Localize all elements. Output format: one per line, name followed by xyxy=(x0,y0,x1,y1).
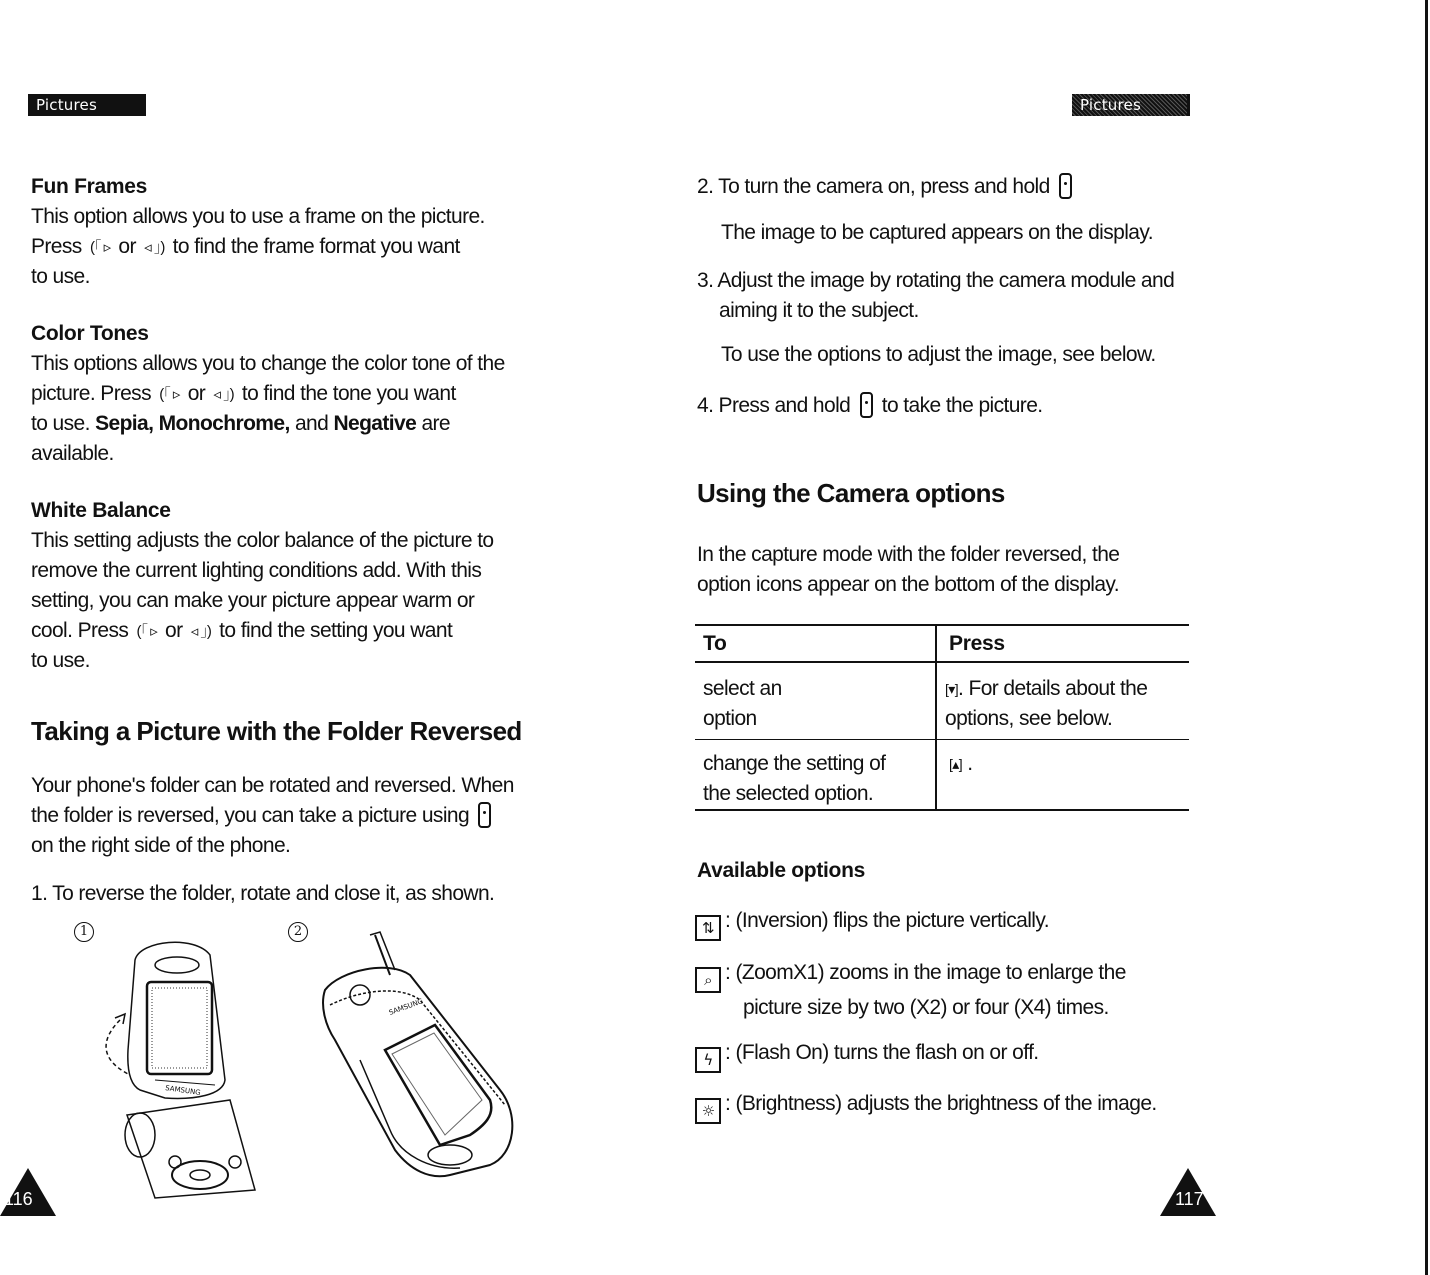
page-number-right: 117 xyxy=(1175,1189,1204,1209)
table-bottom-rule xyxy=(695,809,1189,811)
left-nav-key-icon: (「 ▹ xyxy=(89,238,111,256)
flash-icon: ϟ xyxy=(695,1047,721,1073)
table-cell-press: [▾]. For details about the options, see below. xyxy=(945,677,1148,730)
color-tones-section xyxy=(31,319,551,469)
figure-marker-1: 1 xyxy=(74,922,94,942)
volume-up-key-icon: [▴] xyxy=(949,756,963,773)
option-zoom: ⌕ : (ZoomX1) zooms in the image to enlarge the picture size by two (X2) or four (X4) times. xyxy=(695,958,1126,1023)
phone-closed-illustration xyxy=(300,930,530,1180)
white-balance-line: setting, you can make your picture appear warm or xyxy=(31,589,475,612)
white-balance-line: cool. Press (「 ▹ or ◃ 」) to find the setting you want xyxy=(31,619,453,642)
volume-down-key-icon: [▾] xyxy=(945,681,959,698)
camera-side-key-icon xyxy=(1059,173,1072,199)
fun-frames-line: This option allows you to use a frame on the picture. xyxy=(31,205,485,228)
right-nav-key-icon: ◃ 」) xyxy=(144,238,165,256)
table-header-rule xyxy=(695,661,1189,663)
svg-text:SAMSUNG: SAMSUNG xyxy=(164,1084,202,1097)
table-cell-to: change the setting of the selected option. xyxy=(703,752,886,805)
table-header-press: Press xyxy=(949,632,1005,655)
svg-text:SAMSUNG: SAMSUNG xyxy=(387,997,425,1017)
folder-reversed-heading: Taking a Picture with the Folder Reversed xyxy=(31,716,522,746)
white-balance-line: remove the current lighting conditions add. With this xyxy=(31,559,482,582)
page-number-left: 116 xyxy=(4,1189,33,1209)
white-balance-title: White Balance xyxy=(31,499,171,522)
available-options-heading: Available options xyxy=(697,859,865,882)
white-balance-section xyxy=(31,496,551,676)
color-tones-line: picture. Press (「 ▹ or ◃ 」) to find the tone you want xyxy=(31,382,456,405)
step-2: 2. To turn the camera on, press and hold xyxy=(697,172,1076,202)
fun-frames-section xyxy=(31,172,551,292)
table-row-rule xyxy=(695,739,1189,740)
right-nav-key-icon: ◃ 」) xyxy=(213,385,234,403)
zoom-icon: ⌕ xyxy=(695,967,721,993)
camera-options-heading: Using the Camera options xyxy=(697,478,1005,508)
figure-marker-2: 2 xyxy=(288,922,308,942)
section-tab-right: Pictures xyxy=(1072,94,1187,116)
phone-open-illustration xyxy=(95,930,275,1200)
camera-side-key-icon xyxy=(478,802,491,828)
left-nav-key-icon: (「 ▹ xyxy=(136,622,157,640)
table-column-rule xyxy=(935,624,937,811)
color-tones-line: to use. Sepia, Monochrome, and Negative are xyxy=(31,412,450,435)
fun-frames-line: to use. xyxy=(31,265,90,288)
folder-reversed-body xyxy=(31,771,551,861)
table-top-rule xyxy=(695,624,1189,626)
folder-body-line: on the right side of the phone. xyxy=(31,834,291,857)
folder-body-line: Your phone's folder can be rotated and reversed. When xyxy=(31,774,514,797)
page-edge-line xyxy=(1425,0,1428,1275)
table-cell-to: select an option xyxy=(703,677,782,730)
option-flash: ϟ : (Flash On) turns the flash on or off. xyxy=(695,1038,1039,1073)
color-tones-title: Color Tones xyxy=(31,322,149,345)
step-3-note: To use the options to adjust the image, see below. xyxy=(721,343,1156,366)
step-4: 4. Press and hold to take the picture. xyxy=(697,394,1043,417)
color-tones-line: This options allows you to change the color tone of the xyxy=(31,352,505,375)
table-cell-press: [▴] . xyxy=(949,752,973,775)
brightness-icon: ☼ xyxy=(695,1098,721,1124)
right-nav-key-icon: ◃ 」) xyxy=(190,622,211,640)
inversion-icon: ⇅ xyxy=(695,915,721,941)
section-tab-left: Pictures xyxy=(28,94,143,116)
folder-body-line: the folder is reversed, you can take a picture using xyxy=(31,801,551,831)
step-3: 3. Adjust the image by rotating the camera module and aiming it to the subject. xyxy=(697,269,1175,322)
step-1: 1. To reverse the folder, rotate and close it, as shown. xyxy=(31,882,495,905)
option-brightness: ☼ : (Brightness) adjusts the brightness of the image. xyxy=(695,1089,1157,1124)
step-2-note: The image to be captured appears on the display. xyxy=(721,221,1153,244)
camera-side-key-icon xyxy=(860,392,873,418)
fun-frames-title: Fun Frames xyxy=(31,175,148,198)
left-nav-key-icon: (「 ▹ xyxy=(159,385,180,403)
option-inversion: ⇅ : (Inversion) flips the picture vertically. xyxy=(695,906,1049,941)
fun-frames-line: Press (「 ▹ or ◃ 」) to find the frame format you want xyxy=(31,235,460,258)
camera-options-intro: In the capture mode with the folder reversed, the option icons appear on the bottom of the display. xyxy=(697,543,1120,596)
table-header-to: To xyxy=(703,632,727,655)
white-balance-line: This setting adjusts the color balance of the picture to xyxy=(31,529,494,552)
white-balance-line: to use. xyxy=(31,649,90,672)
color-tones-line: available. xyxy=(31,442,114,465)
